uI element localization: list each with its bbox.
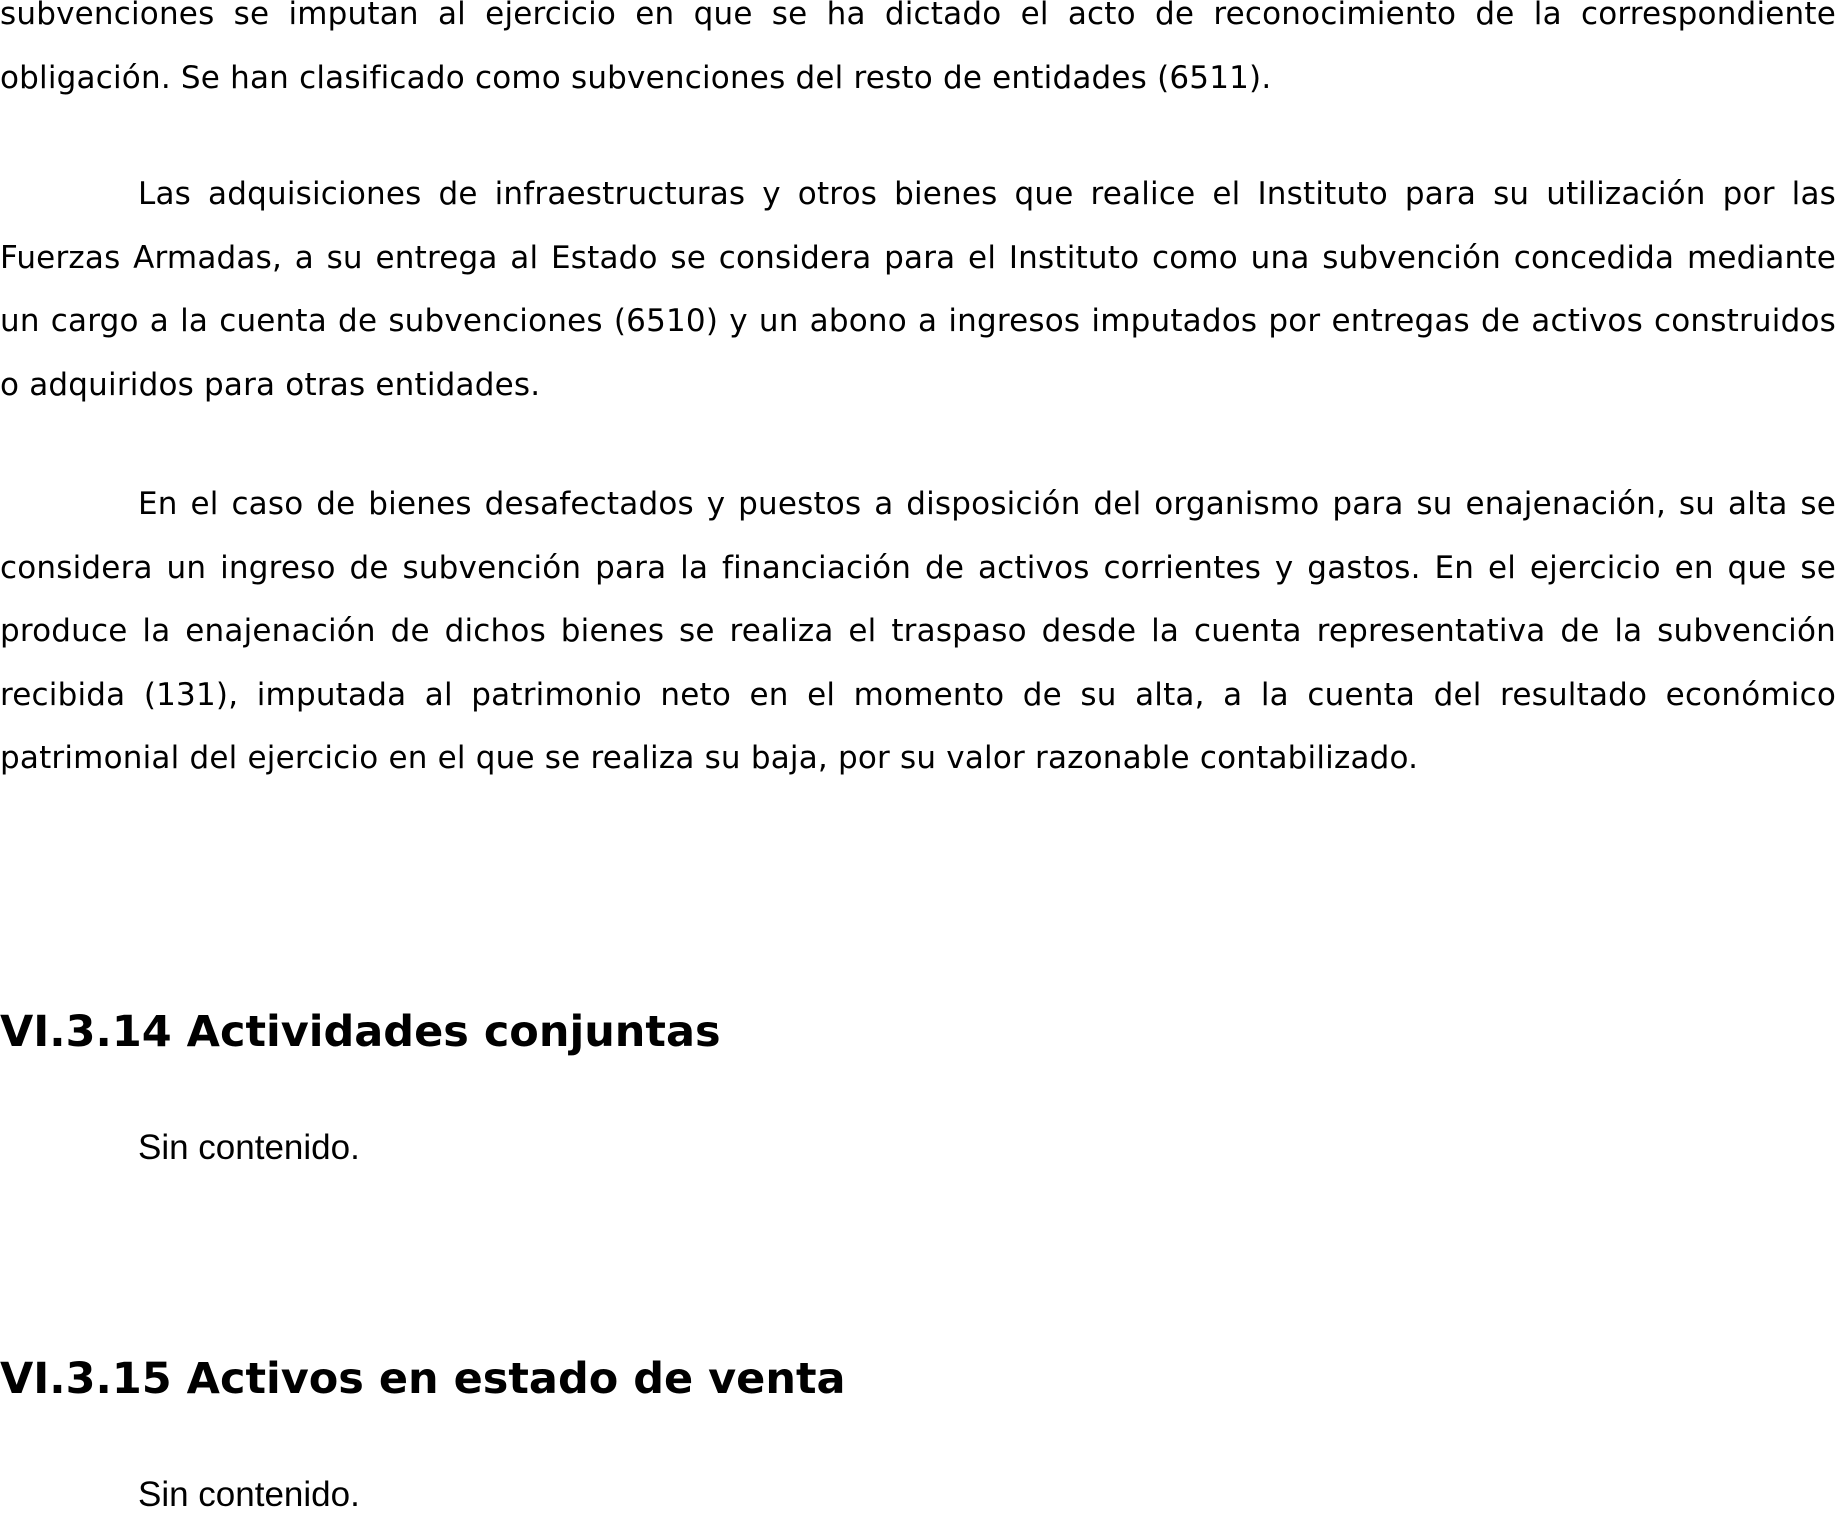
paragraph-subvenciones-imputacion: subvenciones se imputan al ejercicio en que se ha dictado el acto de reconocimiento de la correspondiente obligación. Se han clasificado como subvenciones del resto de entidades (6511). (0, 0, 1836, 96)
paragraph-adquisiciones-infraestructuras: Las adquisiciones de infraestructuras y otros bienes que realice el Instituto para su utilización por las Fuerzas Armadas, a su entrega al Estado se considera para el Instituto como una subvención concedida mediante un cargo a la cuenta de subvenciones (6510) y un abono a ingresos imputados por entregas de activos construidos o adquiridos para otras entidades. (0, 176, 1836, 403)
section-heading-activos-estado-venta: VI.3.15 Activos en estado de venta (0, 1354, 846, 1404)
section-content-activos-estado-venta: Sin contenido. (138, 1475, 360, 1514)
paragraph-bienes-desafectados: En el caso de bienes desafectados y puestos a disposición del organismo para su enajenación, su alta se considera un ingreso de subvención para la financiación de activos corrientes y gastos. En el ejercicio en que se produce la enajenación de dichos bienes se realiza el traspaso desde la cuenta representativa de la subvención recibida (131), imputada al patrimonio neto en el momento de su alta, a la cuenta del resultado económico patrimonial del ejercicio en el que se realiza su baja, por su valor razonable contabilizado. (0, 486, 1836, 776)
section-content-actividades-conjuntas: Sin contenido. (138, 1128, 360, 1167)
section-heading-actividades-conjuntas: VI.3.14 Actividades conjuntas (0, 1007, 721, 1057)
